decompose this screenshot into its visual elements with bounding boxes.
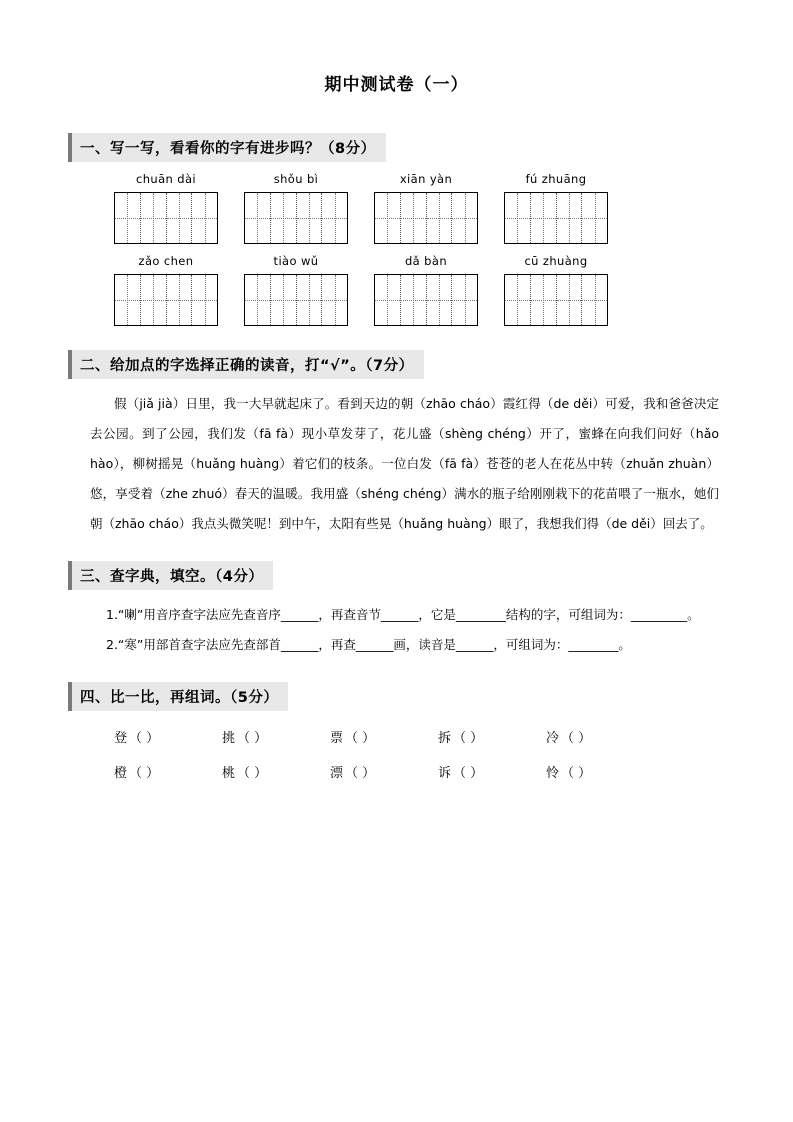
word-char: 冷 xyxy=(546,731,560,746)
reading-paragraph: 假（jiǎ jià）日里，我一大早就起床了。看到天边的朝（zhāo cháo）霞红得（de děi）可爱，我和爸爸决定去公园。到了公园，我们发（fā fà）现小草发芽了，花儿盛（shèng chéng）开了，蜜蜂在向我们问好（hǎo hào），柳树摇晃（huǎng huàng）着它们的枝条。一位白发（fā fà）苍苍的老人在花丛中转（zhuǎn zhuàn）悠，享受着（zhe zhuó）春天的温暖。我用盛（shéng chéng）满水的瓶子给刚刚栽下的花苗喂了一瓶水，她们朝（zhāo cháo）我点头微笑呢！到中午，太阳有些晃（huǎng huàng）眼了，我想我们得（de děi）回去了。 xyxy=(90,396,719,531)
word-blank[interactable]: （ ） xyxy=(129,766,160,781)
tianzige-cell[interactable] xyxy=(271,275,297,325)
pinyin-label: dǎ bàn xyxy=(404,254,448,268)
tianzige-box[interactable] xyxy=(374,274,478,326)
pinyin-grid-group xyxy=(114,172,218,244)
pinyin-label: tiào wǔ xyxy=(273,254,319,268)
pinyin-grid-group xyxy=(244,172,348,244)
word-item xyxy=(330,727,438,746)
tianzige-cell[interactable] xyxy=(401,275,427,325)
tianzige-cell[interactable] xyxy=(582,275,607,325)
word-blank[interactable]: （ ） xyxy=(237,766,268,781)
section-one-heading: 一、写一写，看看你的字有进步吗？（8分） xyxy=(68,133,386,162)
tianzige-cell[interactable] xyxy=(452,275,477,325)
tianzige-box[interactable] xyxy=(114,274,218,326)
word-pair-row-1 xyxy=(68,727,725,746)
pinyin-grid-group xyxy=(114,254,218,326)
tianzige-cell[interactable] xyxy=(245,275,271,325)
word-blank[interactable]: （ ） xyxy=(453,731,484,746)
word-char: 桃 xyxy=(222,766,236,781)
word-pair-row-2 xyxy=(68,762,725,781)
section-three xyxy=(68,561,725,660)
dictionary-question-2: 2.“寒”用部首查字法应先查部首______，再查______画，读音是______，可组词为：________。 xyxy=(106,637,631,652)
word-char: 挑 xyxy=(222,731,236,746)
word-item xyxy=(438,762,546,781)
word-item xyxy=(222,727,330,746)
pinyin-label: chuān dài xyxy=(135,172,197,186)
word-char: 橙 xyxy=(114,766,128,781)
tianzige-cell[interactable] xyxy=(167,275,193,325)
tianzige-cell[interactable] xyxy=(192,193,217,243)
tianzige-cell[interactable] xyxy=(427,275,453,325)
tianzige-cell[interactable] xyxy=(141,193,167,243)
tianzige-box[interactable] xyxy=(374,192,478,244)
word-item xyxy=(330,762,438,781)
section-four-heading: 四、比一比，再组词。（5分） xyxy=(68,682,288,711)
word-item xyxy=(222,762,330,781)
tianzige-cell[interactable] xyxy=(582,193,607,243)
tianzige-cell[interactable] xyxy=(115,275,141,325)
word-item xyxy=(114,727,222,746)
word-blank[interactable]: （ ） xyxy=(237,731,268,746)
tianzige-cell[interactable] xyxy=(271,193,297,243)
pinyin-grid-row-2 xyxy=(68,254,725,326)
pinyin-label: fú zhuāng xyxy=(525,172,587,186)
tianzige-box[interactable] xyxy=(504,192,608,244)
pinyin-label: zǎo chen xyxy=(138,254,194,268)
tianzige-cell[interactable] xyxy=(322,193,347,243)
tianzige-cell[interactable] xyxy=(452,193,477,243)
word-blank[interactable]: （ ） xyxy=(345,766,376,781)
tianzige-cell[interactable] xyxy=(401,193,427,243)
word-blank[interactable]: （ ） xyxy=(561,731,592,746)
tianzige-cell[interactable] xyxy=(505,193,531,243)
dictionary-question-1: 1.“喇”用音序查字法应先查音序______，再查音节______，它是________结构的字，可组词为：_________。 xyxy=(106,607,700,622)
pinyin-grid-group xyxy=(374,254,478,326)
section-three-heading: 三、查字典，填空。（4分） xyxy=(68,561,273,590)
tianzige-cell[interactable] xyxy=(557,193,583,243)
tianzige-cell[interactable] xyxy=(427,193,453,243)
tianzige-cell[interactable] xyxy=(531,193,557,243)
pinyin-label: cū zhuàng xyxy=(524,254,588,268)
word-char: 诉 xyxy=(438,766,452,781)
pinyin-label: xiān yàn xyxy=(399,172,453,186)
tianzige-box[interactable] xyxy=(114,192,218,244)
tianzige-cell[interactable] xyxy=(505,275,531,325)
word-char: 票 xyxy=(330,731,344,746)
tianzige-cell[interactable] xyxy=(375,275,401,325)
tianzige-cell[interactable] xyxy=(141,275,167,325)
section-one xyxy=(68,133,725,326)
pinyin-grid-group xyxy=(374,172,478,244)
pinyin-grid-group xyxy=(504,254,608,326)
tianzige-cell[interactable] xyxy=(297,275,323,325)
word-item xyxy=(438,727,546,746)
word-char: 登 xyxy=(114,731,128,746)
section-two xyxy=(68,350,725,539)
page-title: 期中测试卷（一） xyxy=(324,75,469,95)
pinyin-grid-group xyxy=(504,172,608,244)
word-blank[interactable]: （ ） xyxy=(561,766,592,781)
section-two-heading: 二、给加点的字选择正确的读音，打“√”。（7分） xyxy=(68,350,424,379)
tianzige-box[interactable] xyxy=(244,274,348,326)
word-char: 怜 xyxy=(546,766,560,781)
tianzige-cell[interactable] xyxy=(245,193,271,243)
word-char: 拆 xyxy=(438,731,452,746)
word-blank[interactable]: （ ） xyxy=(345,731,376,746)
pinyin-grid-row-1 xyxy=(68,172,725,244)
word-char: 漂 xyxy=(330,766,344,781)
tianzige-cell[interactable] xyxy=(192,275,217,325)
tianzige-cell[interactable] xyxy=(115,193,141,243)
word-item xyxy=(546,727,654,746)
tianzige-cell[interactable] xyxy=(557,275,583,325)
tianzige-cell[interactable] xyxy=(322,275,347,325)
section-four xyxy=(68,682,725,781)
tianzige-cell[interactable] xyxy=(375,193,401,243)
word-item xyxy=(546,762,654,781)
pinyin-grid-group xyxy=(244,254,348,326)
tianzige-cell[interactable] xyxy=(297,193,323,243)
tianzige-cell[interactable] xyxy=(167,193,193,243)
tianzige-box[interactable] xyxy=(244,192,348,244)
tianzige-cell[interactable] xyxy=(531,275,557,325)
pinyin-label: shǒu bì xyxy=(273,172,319,186)
tianzige-box[interactable] xyxy=(504,274,608,326)
word-item xyxy=(114,762,222,781)
word-blank[interactable]: （ ） xyxy=(453,766,484,781)
word-blank[interactable]: （ ） xyxy=(129,731,160,746)
